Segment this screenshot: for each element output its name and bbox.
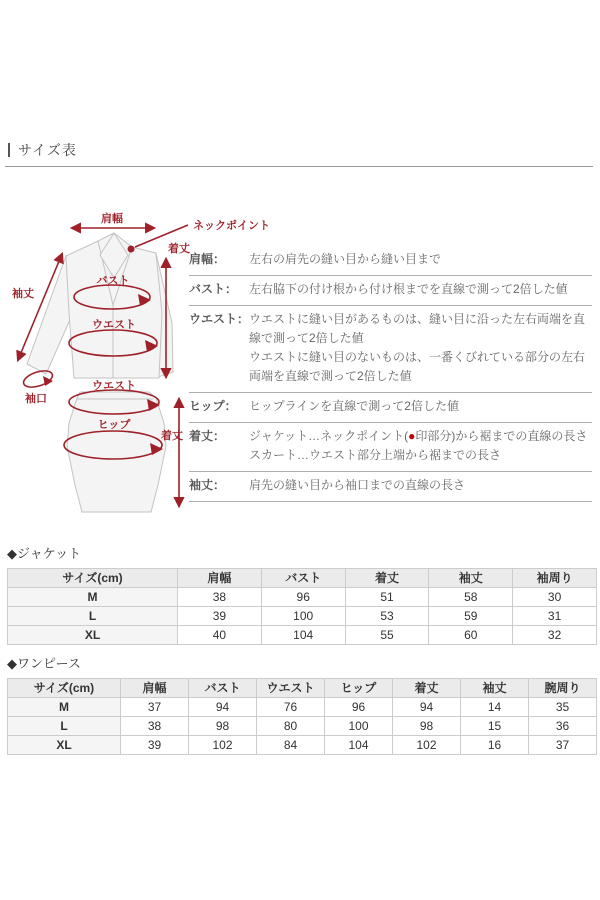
table-row bbox=[8, 698, 597, 717]
column-header: バスト bbox=[261, 569, 345, 588]
definition-term: ヒップ： bbox=[189, 399, 237, 413]
definition-term: 肩幅： bbox=[189, 252, 226, 266]
measurement-cell: 53 bbox=[345, 607, 429, 626]
definition-term: 着丈： bbox=[189, 429, 226, 443]
jacket-waist-label: ウエスト bbox=[92, 319, 136, 331]
measurement-cell: 37 bbox=[529, 736, 597, 755]
measurement-cell: 98 bbox=[393, 717, 461, 736]
definition-row bbox=[189, 276, 592, 306]
size-label-cell: M bbox=[8, 698, 121, 717]
measurement-cell: 96 bbox=[325, 698, 393, 717]
measurement-cell: 102 bbox=[393, 736, 461, 755]
title-accent-bar bbox=[8, 143, 10, 157]
measurement-cell: 76 bbox=[257, 698, 325, 717]
bust-label: バスト bbox=[96, 275, 130, 287]
measurement-cell: 35 bbox=[529, 698, 597, 717]
definition-description: ジャケット…ネックポイント(●印部分)から裾までの直線の長さ スカート…ウエスト部分上端から裾までの長さ bbox=[249, 429, 588, 462]
table-row bbox=[8, 626, 597, 645]
definition-row bbox=[189, 393, 592, 423]
size-label-cell: L bbox=[8, 607, 178, 626]
size-label-cell: XL bbox=[8, 626, 178, 645]
neck-point-label: ネックポイント bbox=[193, 220, 270, 232]
definition-description: 左右脇下の付け根から付け根までを直線で測って2倍した値 bbox=[249, 282, 568, 296]
table-row bbox=[8, 736, 597, 755]
column-header: 袖丈 bbox=[429, 569, 513, 588]
table-header-row bbox=[8, 679, 597, 698]
definition-description: 左右の肩先の縫い目から縫い目まで bbox=[249, 252, 442, 266]
table-row bbox=[8, 607, 597, 626]
measurement-cell: 80 bbox=[257, 717, 325, 736]
size-label-cell: XL bbox=[8, 736, 121, 755]
measurement-cell: 40 bbox=[178, 626, 262, 645]
measurement-cell: 30 bbox=[513, 588, 597, 607]
column-header: 肩幅 bbox=[178, 569, 262, 588]
measurement-cell: 94 bbox=[189, 698, 257, 717]
definition-description: ヒップラインを直線で測って2倍した値 bbox=[249, 399, 459, 413]
table-header-row bbox=[8, 569, 597, 588]
column-header: サイズ(cm) bbox=[8, 679, 121, 698]
neck-point-dot bbox=[128, 246, 135, 253]
measurement-cell: 100 bbox=[325, 717, 393, 736]
measurement-cell: 104 bbox=[325, 736, 393, 755]
measurement-cell: 59 bbox=[429, 607, 513, 626]
measurement-cell: 38 bbox=[178, 588, 262, 607]
size-label-cell: L bbox=[8, 717, 121, 736]
definition-row bbox=[189, 472, 592, 502]
table-row bbox=[8, 717, 597, 736]
cuff-label: 袖口 bbox=[25, 393, 47, 405]
definition-term: バスト： bbox=[189, 282, 238, 296]
measurement-definitions bbox=[189, 246, 592, 502]
column-header: ウエスト bbox=[257, 679, 325, 698]
measurement-cell: 39 bbox=[121, 736, 189, 755]
definition-term: 袖丈： bbox=[189, 478, 226, 492]
measurement-cell: 38 bbox=[121, 717, 189, 736]
definition-row bbox=[189, 246, 592, 276]
column-header: 袖周り bbox=[513, 569, 597, 588]
measurement-cell: 37 bbox=[121, 698, 189, 717]
measurement-cell: 31 bbox=[513, 607, 597, 626]
definition-description: 肩先の縫い目から袖口までの直線の長さ bbox=[249, 478, 466, 492]
definition-term: ウエスト： bbox=[189, 312, 250, 326]
measurement-cell: 94 bbox=[393, 698, 461, 717]
measurement-cell: 58 bbox=[429, 588, 513, 607]
column-header: 着丈 bbox=[345, 569, 429, 588]
page-title-text: サイズ表 bbox=[18, 142, 77, 158]
jacket-length-label: 着丈 bbox=[168, 243, 190, 255]
definition-row bbox=[189, 423, 592, 472]
measurement-cell: 102 bbox=[189, 736, 257, 755]
sleeve-length-label: 袖丈 bbox=[12, 288, 34, 300]
column-header: 肩幅 bbox=[121, 679, 189, 698]
skirt-waist-label: ウエスト bbox=[92, 380, 136, 392]
table-row bbox=[8, 588, 597, 607]
column-header: サイズ(cm) bbox=[8, 569, 178, 588]
skirt-length-label: 着丈 bbox=[161, 430, 183, 442]
table-title: ◆ワンピース bbox=[7, 656, 81, 671]
measurement-cell: 32 bbox=[513, 626, 597, 645]
measurement-cell: 15 bbox=[461, 717, 529, 736]
measurement-cell: 84 bbox=[257, 736, 325, 755]
onepiece-size-section bbox=[7, 653, 597, 755]
hip-label: ヒップ bbox=[97, 419, 131, 431]
size-table bbox=[7, 568, 597, 645]
shoulder-width-label: 肩幅 bbox=[101, 213, 123, 225]
definition-description: ウエストに縫い目があるものは、縫い目に沿った左右両端を直線で測って2倍した値 ウエストに縫い目のないものは、一番くびれている部分の左右両端を直線で測って2倍した値 bbox=[249, 312, 586, 383]
measurement-cell: 51 bbox=[345, 588, 429, 607]
neck-point-dot-glyph: ● bbox=[408, 429, 416, 443]
definition-row bbox=[189, 306, 592, 393]
measurement-cell: 16 bbox=[461, 736, 529, 755]
column-header: 着丈 bbox=[393, 679, 461, 698]
table-title: ◆ジャケット bbox=[7, 546, 82, 561]
header-divider bbox=[5, 166, 593, 167]
measurement-cell: 39 bbox=[178, 607, 262, 626]
measurement-cell: 60 bbox=[429, 626, 513, 645]
column-header: 袖丈 bbox=[461, 679, 529, 698]
measurement-cell: 100 bbox=[261, 607, 345, 626]
page-title bbox=[8, 140, 77, 160]
measurement-cell: 104 bbox=[261, 626, 345, 645]
jacket-size-section bbox=[7, 543, 597, 645]
cuff-measure-ellipse bbox=[22, 368, 55, 391]
measurement-cell: 96 bbox=[261, 588, 345, 607]
column-header: バスト bbox=[189, 679, 257, 698]
measurement-cell: 55 bbox=[345, 626, 429, 645]
column-header: ヒップ bbox=[325, 679, 393, 698]
measurement-cell: 14 bbox=[461, 698, 529, 717]
column-header: 腕周り bbox=[529, 679, 597, 698]
size-label-cell: M bbox=[8, 588, 178, 607]
measurement-cell: 36 bbox=[529, 717, 597, 736]
measurement-cell: 98 bbox=[189, 717, 257, 736]
size-table bbox=[7, 678, 597, 755]
